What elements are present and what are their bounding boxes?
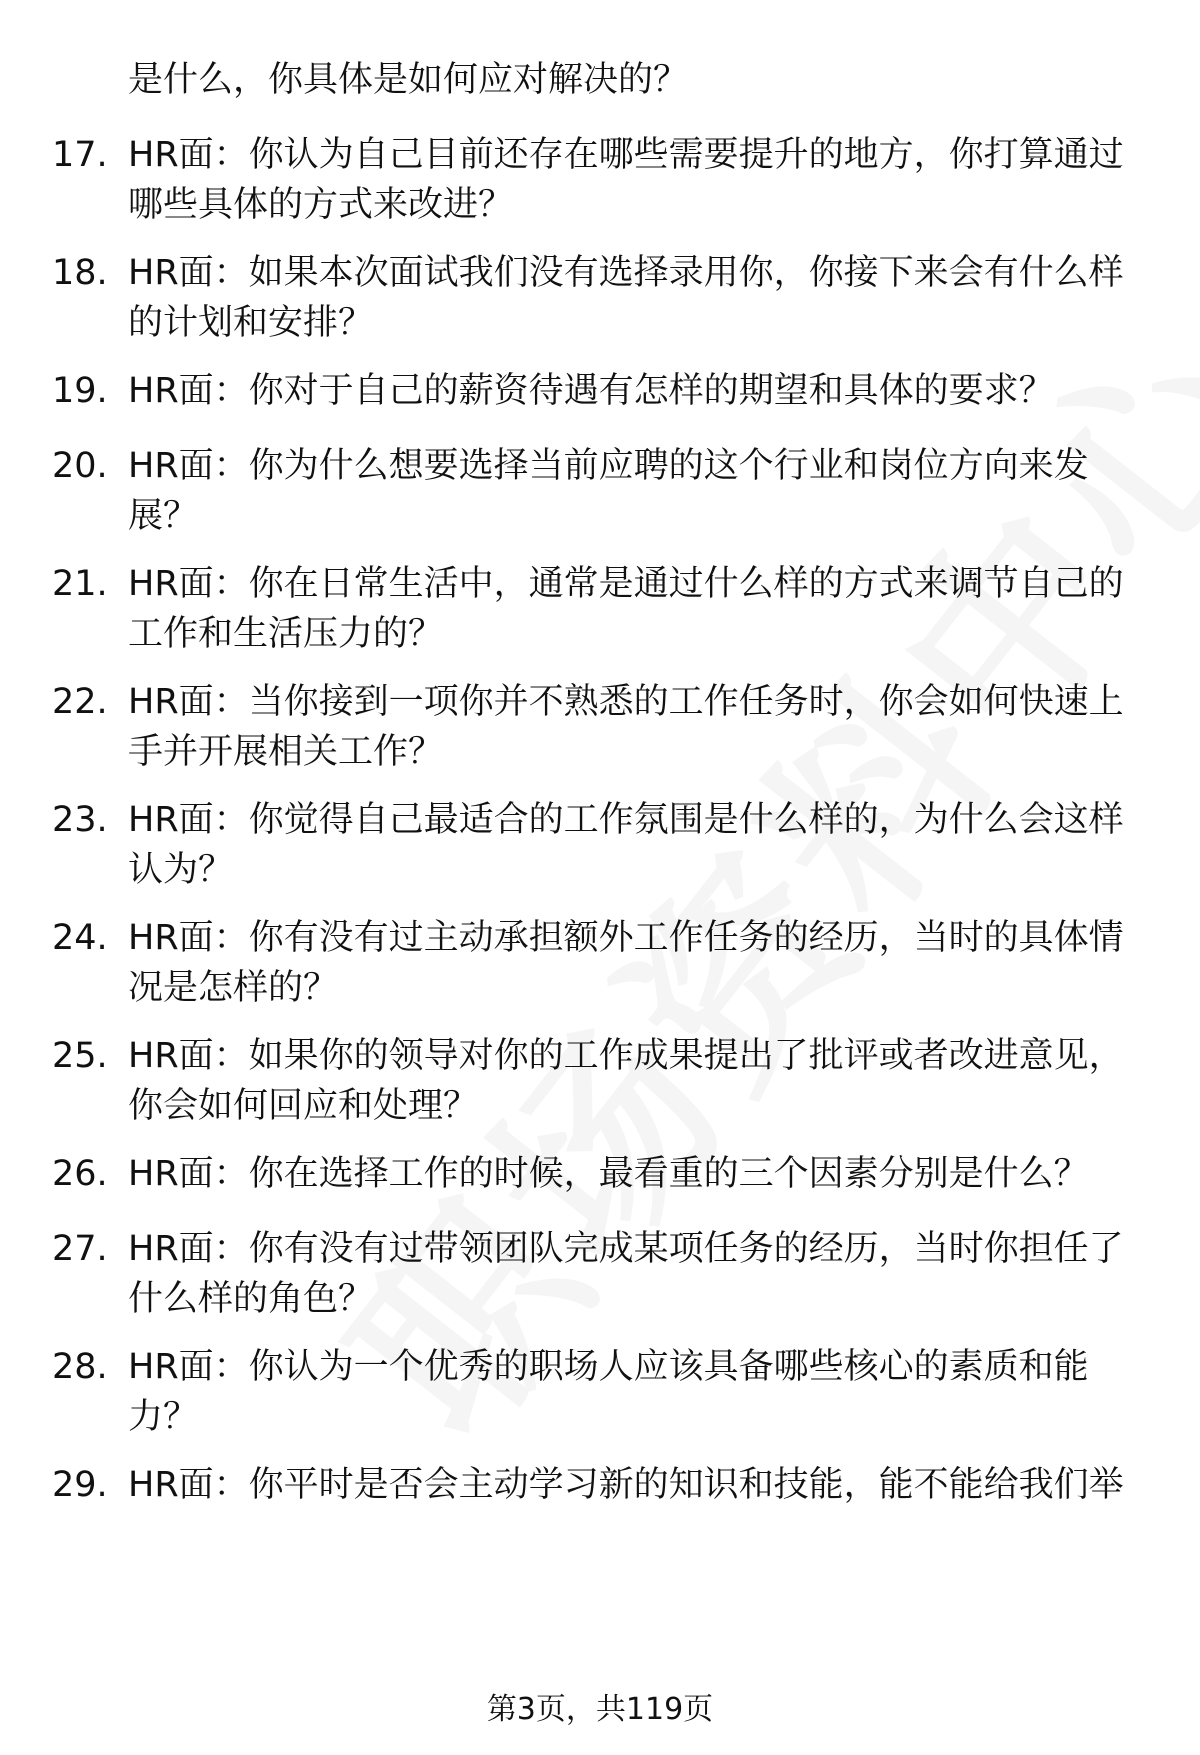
question-line: HR面：你对于自己的薪资待遇有怎样的期望和具体的要求？ xyxy=(128,371,1054,411)
question-number: 26. xyxy=(52,1154,108,1194)
question-line: 手并开展相关工作？ xyxy=(128,732,444,772)
question-number: 27. xyxy=(52,1229,108,1269)
question-text xyxy=(128,441,1158,541)
question-line: HR面：你觉得自己最适合的工作氛围是什么样的，为什么会这样 xyxy=(128,800,1124,840)
question-line: 什么样的角色？ xyxy=(128,1279,374,1319)
question-line: 的计划和安排？ xyxy=(128,303,374,343)
question-text xyxy=(128,130,1158,230)
question-number: 19. xyxy=(52,371,108,411)
question-text xyxy=(128,913,1158,1013)
continuation-text: 是什么，你具体是如何应对解决的？ xyxy=(128,60,689,100)
question-line: 展？ xyxy=(128,496,199,536)
question-text xyxy=(128,366,1158,416)
question-line: HR面：你有没有过主动承担额外工作任务的经历，当时的具体情 xyxy=(128,918,1124,958)
question-line: HR面：你在选择工作的时候，最看重的三个因素分别是什么？ xyxy=(128,1154,1089,1194)
question-number: 25. xyxy=(52,1036,108,1076)
question-number: 23. xyxy=(52,800,108,840)
question-line: HR面：当你接到一项你并不熟悉的工作任务时，你会如何快速上 xyxy=(128,682,1124,722)
question-line: 工作和生活压力的？ xyxy=(128,614,444,654)
question-line: 况是怎样的？ xyxy=(128,968,339,1008)
question-number: 28. xyxy=(52,1347,108,1387)
question-number: 20. xyxy=(52,446,108,486)
question-number: 17. xyxy=(52,135,108,175)
question-number: 22. xyxy=(52,682,108,722)
question-line: HR面：如果你的领导对你的工作成果提出了批评或者改进意见， xyxy=(128,1036,1124,1076)
question-text xyxy=(128,795,1158,895)
question-line: HR面：如果本次面试我们没有选择录用你，你接下来会有什么样 xyxy=(128,253,1124,293)
question-text xyxy=(128,1342,1158,1442)
question-text xyxy=(128,1031,1158,1131)
question-line: 哪些具体的方式来改进？ xyxy=(128,185,514,225)
question-text xyxy=(128,1149,1158,1199)
question-number: 18. xyxy=(52,253,108,293)
question-line: 认为？ xyxy=(128,850,234,890)
question-line: HR面：你在日常生活中，通常是通过什么样的方式来调节自己的 xyxy=(128,564,1124,604)
question-number: 21. xyxy=(52,564,108,604)
question-number: 29. xyxy=(52,1465,108,1505)
question-line: HR面：你认为一个优秀的职场人应该具备哪些核心的素质和能 xyxy=(128,1347,1089,1387)
question-text xyxy=(128,248,1158,348)
question-line: 力？ xyxy=(128,1397,199,1437)
question-line: HR面：你为什么想要选择当前应聘的这个行业和岗位方向来发 xyxy=(128,446,1089,486)
question-line: HR面：你认为自己目前还存在哪些需要提升的地方，你打算通过 xyxy=(128,135,1124,175)
question-number: 24. xyxy=(52,918,108,958)
question-text xyxy=(128,559,1158,659)
question-text xyxy=(128,1460,1158,1510)
question-line: HR面：你有没有过带领团队完成某项任务的经历，当时你担任了 xyxy=(128,1229,1124,1269)
question-text xyxy=(128,677,1158,777)
question-text xyxy=(128,1224,1158,1324)
question-line: HR面：你平时是否会主动学习新的知识和技能，能不能给我们举 xyxy=(128,1465,1124,1505)
page-footer: 第3页，共119页 xyxy=(486,1692,714,1727)
question-line: 你会如何回应和处理？ xyxy=(128,1086,479,1126)
